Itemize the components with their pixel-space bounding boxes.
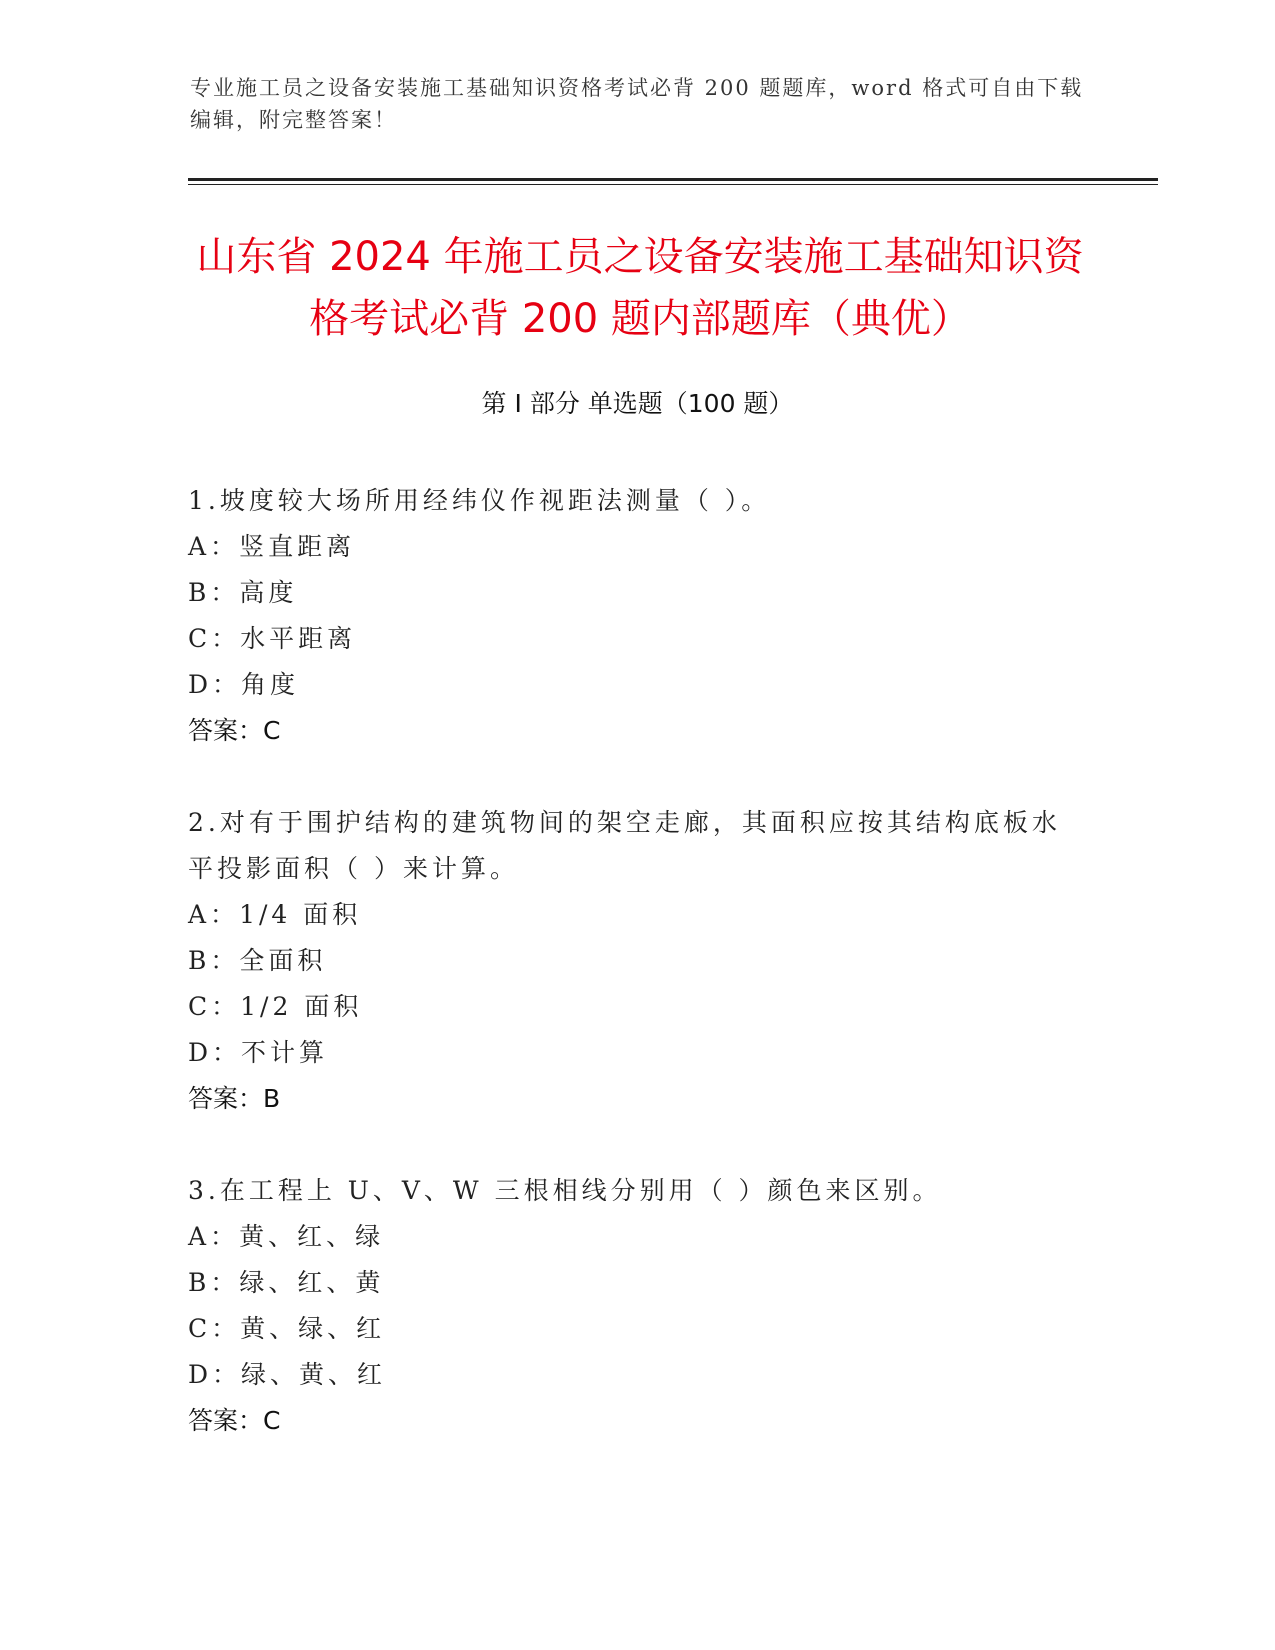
option-text: 绿、红、黄	[239, 1268, 385, 1297]
option-key: B：	[188, 1268, 240, 1297]
option-key: A：	[188, 1222, 240, 1251]
option-key: C：	[188, 1314, 241, 1343]
option-b	[188, 570, 1088, 616]
option-c	[188, 616, 1088, 662]
option-c	[188, 1306, 1088, 1352]
answer-value: B	[263, 1084, 281, 1113]
answer-line	[188, 1398, 1088, 1444]
option-key: C：	[188, 624, 241, 653]
option-key: D：	[188, 1360, 242, 1389]
section-heading: 第 I 部分 单选题（100 题）	[481, 389, 794, 418]
option-text: 1/4 面积	[239, 900, 362, 929]
header-divider-thin	[188, 184, 1158, 185]
option-c	[188, 984, 1088, 1030]
option-d	[188, 1352, 1088, 1398]
answer-value: C	[263, 1406, 281, 1435]
option-a	[188, 524, 1088, 570]
document-title: 山东省 2024 年施工员之设备安装施工基础知识资格考试必背 200 题内部题库（典优）	[196, 234, 1084, 342]
answer-value: C	[263, 716, 281, 745]
question-stem: 1.坡度较大场所用经纬仪作视距法测量（ ）。	[188, 486, 771, 515]
question-1	[188, 478, 1088, 754]
answer-label: 答案：	[188, 716, 264, 745]
option-text: 绿、黄、红	[241, 1360, 387, 1389]
question-stem: 3.在工程上 U、V、W 三根相线分别用（ ）颜色来区别。	[188, 1176, 942, 1205]
option-key: A：	[188, 900, 240, 929]
option-key: B：	[188, 578, 240, 607]
option-b	[188, 938, 1088, 984]
option-a	[188, 1214, 1088, 1260]
option-key: D：	[188, 670, 242, 699]
option-key: D：	[188, 1038, 242, 1067]
option-text: 不计算	[241, 1038, 329, 1067]
option-b	[188, 1260, 1088, 1306]
option-key: C：	[188, 992, 241, 1021]
option-text: 水平距离	[240, 624, 357, 653]
question-3	[188, 1168, 1088, 1444]
question-list	[188, 478, 1088, 1490]
header-divider-thick	[188, 178, 1158, 181]
option-text: 全面积	[239, 946, 327, 975]
answer-line	[188, 1076, 1088, 1122]
header-note: 专业施工员之设备安装施工基础知识资格考试必背 200 题题库，word 格式可自由下载编辑，附完整答案！	[190, 76, 1084, 132]
option-d	[188, 662, 1088, 708]
option-text: 1/2 面积	[240, 992, 363, 1021]
option-d	[188, 1030, 1088, 1076]
option-text: 高度	[239, 578, 298, 607]
option-text: 黄、红、绿	[239, 1222, 385, 1251]
option-a	[188, 892, 1088, 938]
answer-label: 答案：	[188, 1084, 264, 1113]
question-stem: 2.对有于围护结构的建筑物间的架空走廊，其面积应按其结构底板水平投影面积（ ）来计算。	[188, 808, 1061, 883]
answer-line	[188, 708, 1088, 754]
question-2	[188, 800, 1088, 1122]
option-text: 角度	[241, 670, 300, 699]
option-key: A：	[188, 532, 240, 561]
option-key: B：	[188, 946, 240, 975]
option-text: 黄、绿、红	[240, 1314, 386, 1343]
answer-label: 答案：	[188, 1406, 264, 1435]
option-text: 竖直距离	[239, 532, 356, 561]
